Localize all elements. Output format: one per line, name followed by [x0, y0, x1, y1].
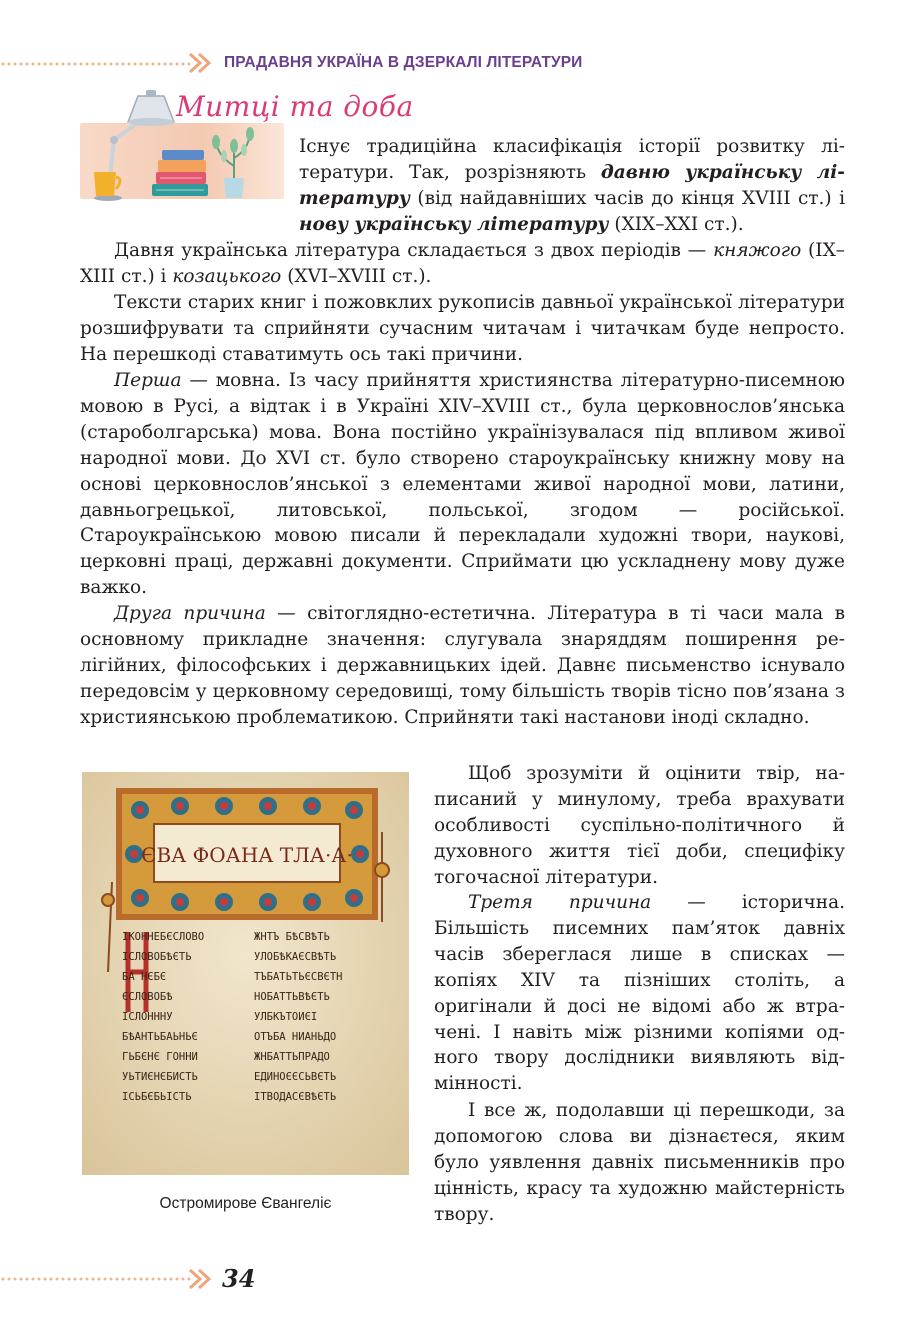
- manuscript-line: ЖНТЪ БѢСВѢТЬ: [254, 931, 330, 943]
- manuscript-line: ЕДИНОЄЄСЬВЄТЬ: [254, 1071, 337, 1083]
- manuscript-line: УЬТИЄНЄБИСТЬ: [122, 1071, 198, 1083]
- paragraph-difficulties: Тексти старих книг і пожовклих рукописів давньої української літератури розшифрувати та сприйняти сучасним читачам і читачкам буде непросто. На перешкоді ставатимуть ось такі причини.: [80, 292, 845, 365]
- paragraph-intro: Існує традиційна класифікація історії розвитку літератури. Так, розрізняють давню українську літературу (від найдавніших часів до кінця XVIII ст.) і нову українську літературу (XIX–XXI ст.).: [299, 136, 845, 235]
- paragraph-understanding: Щоб зрозуміти й оцінити твір, написаний у минулому, треба врахувати особливості суспільно-політичного й духовного життя тієї доби, специфіку тогочасної літератури.: [434, 763, 845, 888]
- header-dotted-rule: [0, 62, 192, 66]
- header-chevron-icon: [186, 50, 220, 76]
- manuscript-line: ІСЬБЄБЬІСТЬ: [122, 1091, 192, 1103]
- manuscript-line: БѢАНТЬБАЬНЬЄ: [122, 1031, 198, 1043]
- manuscript-line: ЄСЛОВОБѢ: [122, 991, 173, 1003]
- manuscript-line: НОБАТТЬВѢЄТЬ: [254, 991, 330, 1003]
- paragraph-third-reason: Третя причина — історична. Більшість писемних пам’яток давніх часів збереглася лише в списках — копіях XIV та пізніших століть, а оригінали й досі не відомі або ж втрачені. І навіть між різними копіями одного твору дослідники виявляють відмінності.: [434, 892, 845, 1095]
- footer-dotted-rule: [0, 1277, 192, 1281]
- manuscript-line: ОТЪБА НИАНЬДО: [254, 1031, 337, 1043]
- ostromir-gospel-image: [82, 772, 409, 1175]
- manuscript-line: ТЪБАТЬТЬЄСВЄТН: [254, 971, 343, 983]
- page-number: 34: [222, 1264, 256, 1293]
- figure-caption: Остромирове Євангеліє: [159, 1195, 332, 1212]
- manuscript-line: ІСЛОВОБѢЄТЬ: [122, 951, 192, 963]
- manuscript-line: ІКОННЕБЄСЛОВО: [122, 931, 205, 943]
- paragraph-conclusion: І все ж, подолавши ці перешкоди, за допомогою слова ви дізнаєтеся, яким було уявлення давніх письменників про цінність, красу та художню майстерність твору.: [434, 1100, 845, 1225]
- manuscript-line: ЖНБАТТЬПРАДО: [254, 1051, 330, 1063]
- section-title: Митці та доба: [176, 90, 414, 123]
- manuscript-heading: ЄВА ФОАНА ТЛА·А·: [141, 843, 353, 867]
- paragraph-periods: Давня українська література складається з двох періодів — княжого (IX–XIII ст.) і козацького (XVI–XVIII ст.).: [80, 240, 846, 287]
- manuscript-line: УЛОБѢКАЄСВѢТЬ: [254, 951, 337, 963]
- manuscript-line: ІТВОДАСЄВѢЄТЬ: [254, 1091, 337, 1103]
- paragraph-second-reason: Друга причина — світоглядно-естетична. Література в ті часи мала в основному прикладне значення: слугувала знаряддям поширення релігійних, філософських і державницьких ідей. Давнє письменство існувало передовсім у церковному середовищі, тому більшість творів тісно пов’язана з християнською проблематикою. Сприйняти такі настанови іноді складно.: [80, 603, 845, 728]
- running-title: ПРАДАВНЯ УКРАЇНА В ДЗЕРКАЛІ ЛІТЕРАТУРИ: [224, 54, 583, 71]
- manuscript-line: БА НЄБЄ: [122, 971, 167, 983]
- paragraph-first-reason: Перша — мовна. Із часу прийняття християнства літературно-писемною мовою в Русі, а відтак і в Україні XIV–XVIII ст., була церковнослов’янська (староболгарська) мова. Вона постійно українізувалася під впливом живої народної мови. До XVI ст. було створено староукраїнську книжну мову на основі церковнослов’янської з елементами живої народної мови, латини, давньогрецької, литовської, польської, згодом — російської. Староукраїнською мовою писали й перекладали художні твори, наукові, церковні праці, державні документи. Сприймати цю ускладнену мову дуже важко.: [80, 370, 845, 599]
- manuscript-line: УЛБКЪТОИЄІ: [254, 1011, 318, 1023]
- manuscript-line: ГЬБЄНЄ ГОННИ: [122, 1051, 198, 1063]
- manuscript-line: ІСЛОНННУ: [122, 1011, 173, 1023]
- footer-chevron-icon: [186, 1266, 220, 1292]
